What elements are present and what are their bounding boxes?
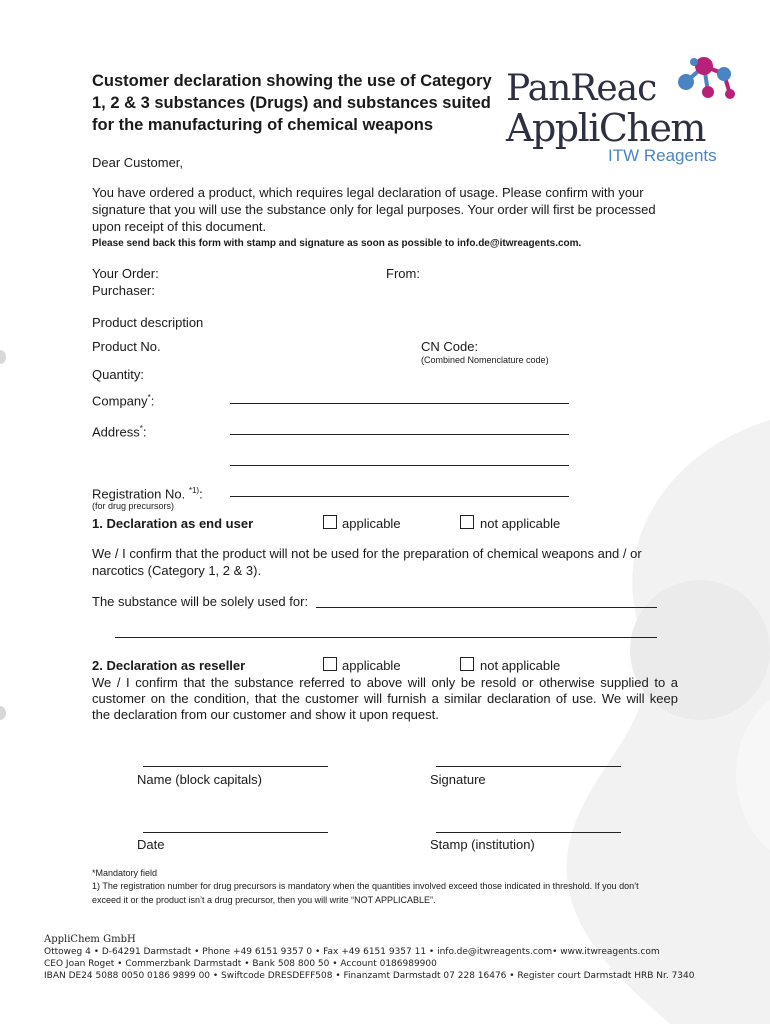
greeting: Dear Customer, bbox=[92, 155, 184, 170]
registration-field-line[interactable] bbox=[230, 496, 569, 497]
required-mark: * bbox=[147, 393, 151, 402]
required-mark: * bbox=[139, 424, 143, 433]
molecule-logo-icon bbox=[672, 52, 742, 106]
signature-label: Signature bbox=[430, 772, 486, 787]
date-label: Date bbox=[137, 837, 165, 852]
footnote-1-line-1: 1) The registration number for drug precursors is mandatory when the quantities involved exceed those indicated in threshold. If you don’t bbox=[92, 881, 639, 891]
left-edge-dot-upper bbox=[0, 350, 6, 364]
registration-label-colon: : bbox=[199, 486, 203, 502]
page-title bbox=[92, 70, 492, 136]
section2-text-line-2: customer on the condition, that the customer will furnish a similar declaration of use. We will keep bbox=[92, 691, 678, 706]
mandatory-field-note: *Mandatory field bbox=[92, 868, 158, 878]
address-label-text: Address bbox=[92, 424, 140, 440]
address-field-line-2[interactable] bbox=[230, 465, 569, 466]
section2-applicable-label: applicable bbox=[342, 658, 401, 673]
logo-text-panreac: PanReac bbox=[506, 68, 657, 109]
purchaser-label: Purchaser: bbox=[92, 283, 155, 298]
intro-paragraph-line-2: signature that you will use the substance only for legal purposes. Your order will first be processed bbox=[92, 202, 656, 217]
footer-registration-line: IBAN DE24 5088 0050 0186 9899 00 • Swiftcode DRESDEFF508 • Finanzamt Darmstadt 07 228 16476 • Register court Darmstadt HRB Nr. 7340 bbox=[44, 971, 695, 981]
left-edge-dot-lower bbox=[0, 706, 6, 720]
section2-applicable-checkbox[interactable] bbox=[323, 657, 337, 671]
stamp-field-line[interactable] bbox=[436, 832, 621, 833]
title-line-1: Customer declaration showing the use of Category bbox=[92, 72, 492, 90]
signature-field-line[interactable] bbox=[436, 766, 621, 767]
section1-text-line-2: narcotics (Category 1, 2 & 3). bbox=[92, 563, 262, 578]
registration-footnote-mark: *1) bbox=[188, 486, 200, 495]
name-label: Name (block capitals) bbox=[137, 772, 262, 787]
address-field-line-1[interactable] bbox=[230, 434, 569, 435]
registration-note: (for drug precursors) bbox=[92, 501, 175, 511]
product-description-label: Product description bbox=[92, 315, 204, 330]
from-label: From: bbox=[386, 266, 420, 281]
footer-bank-line: CEO Joan Roget • Commerzbank Darmstadt • Bank 508 800 50 • Account 0186989900 bbox=[44, 959, 437, 969]
section1-text-line-1: We / I confirm that the product will not be used for the preparation of chemical weapons and / or bbox=[92, 546, 642, 561]
logo-text-applichem: AppliChem bbox=[506, 106, 705, 150]
footer-company-name: AppliChem GmbH bbox=[44, 934, 136, 945]
section2-not-applicable-label: not applicable bbox=[480, 658, 561, 673]
section1-heading: 1. Declaration as end user bbox=[92, 516, 254, 531]
solely-used-field-line-1[interactable] bbox=[316, 607, 657, 608]
your-order-label: Your Order: bbox=[92, 266, 159, 281]
product-no-label: Product No. bbox=[92, 339, 161, 354]
title-line-3: for the manufacturing of chemical weapons bbox=[92, 116, 434, 134]
address-label bbox=[92, 420, 146, 440]
solely-used-label: The substance will be solely used for: bbox=[92, 594, 309, 609]
footnote-1-line-2: exceed it or the product isn’t a drug precursor, then you will write “NOT APPLICABLE”. bbox=[92, 895, 436, 905]
date-field-line[interactable] bbox=[143, 832, 328, 833]
title-line-2: 1, 2 & 3 substances (Drugs) and substances suited bbox=[92, 94, 491, 112]
cn-code-note: (Combined Nomenclature code) bbox=[421, 355, 549, 365]
section2-text-line-3: the declaration from our customer and show it upon request. bbox=[92, 707, 439, 722]
company-label-colon: : bbox=[150, 393, 155, 409]
section1-applicable-label: applicable bbox=[342, 516, 401, 531]
address-label-colon: : bbox=[142, 424, 147, 440]
company-label-text: Company bbox=[92, 393, 148, 409]
section1-not-applicable-label: not applicable bbox=[480, 516, 561, 531]
cn-code-label: CN Code: bbox=[421, 339, 479, 354]
background-swirl-graphic bbox=[470, 420, 770, 1024]
section2-not-applicable-checkbox[interactable] bbox=[460, 657, 474, 671]
section2-heading: 2. Declaration as reseller bbox=[92, 658, 246, 673]
return-instructions: Please send back this form with stamp and signature as soon as possible to info.de@itwreagents.com. bbox=[92, 238, 582, 249]
footer-address-line: Ottoweg 4 • D-64291 Darmstadt • Phone +49 6151 9357 0 • Fax +49 6151 9357 11 • info.de@itwreagents.com• www.itwreagents.com bbox=[44, 947, 660, 957]
intro-paragraph-line-3: upon receipt of this document. bbox=[92, 219, 267, 234]
stamp-label: Stamp (institution) bbox=[430, 837, 535, 852]
section2-text-line-1: We / I confirm that the substance referred to above will only be resold or otherwise supplied to a bbox=[92, 675, 678, 690]
section1-applicable-checkbox[interactable] bbox=[323, 515, 337, 529]
solely-used-field-line-2[interactable] bbox=[115, 637, 657, 638]
quantity-label: Quantity: bbox=[92, 367, 145, 382]
intro-paragraph-line-1: You have ordered a product, which requires legal declaration of usage. Please confirm with your bbox=[92, 185, 644, 200]
logo-text-itw-reagents: ITW Reagents bbox=[608, 146, 717, 165]
section1-not-applicable-checkbox[interactable] bbox=[460, 515, 474, 529]
company-field-line[interactable] bbox=[230, 403, 569, 404]
registration-label-text: Registration No. bbox=[92, 486, 186, 502]
name-field-line[interactable] bbox=[143, 766, 328, 767]
panreac-applichem-logo bbox=[502, 52, 742, 172]
company-label bbox=[92, 389, 154, 409]
